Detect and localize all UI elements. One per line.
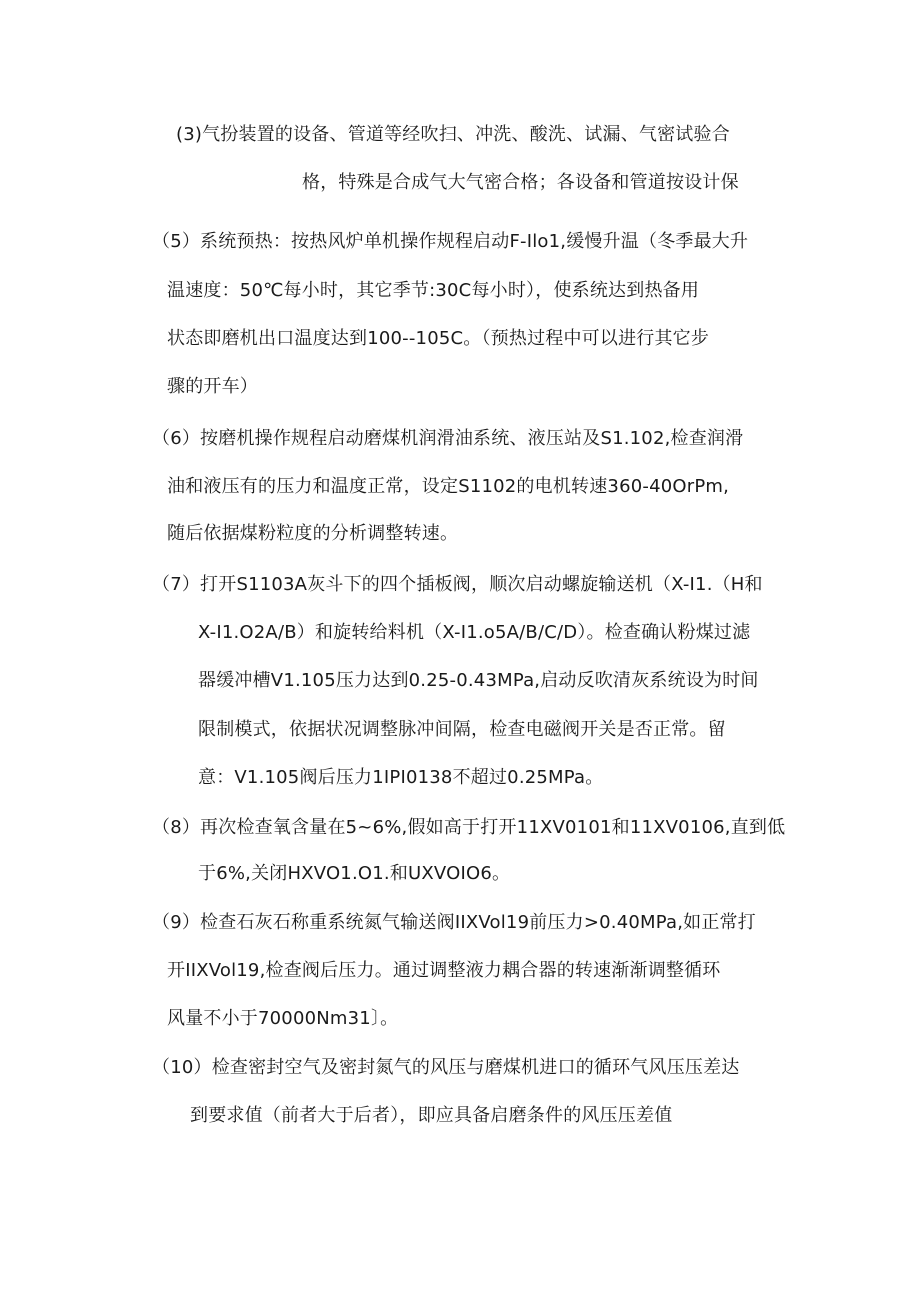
item-6-line-3: 随后依据煤粉粒度的分析调整转速。 — [167, 523, 459, 544]
item-8-line-1: （8）再次检查氧含量在5~6%,假如高于打开11XV0101和11XV0106,直到低 — [152, 817, 786, 838]
item-5-line-2: 温速度：50℃每小时，其它季节:30C每小时），使系统达到热备用 — [167, 280, 700, 301]
item-7-line-5: 意：V1.105阀后压力1IPI0138不超过0.25MPa。 — [198, 767, 604, 788]
item-6-line-2: 油和液压有的压力和温度正常，设定S1102的电机转速360-40OrPm, — [167, 476, 730, 497]
item-6-line-1: （6）按磨机操作规程启动磨煤机润滑油系统、液压站及S1.102,检查润滑 — [152, 428, 744, 449]
item-7-line-4: 限制模式，依据状况调整脉冲间隔，检查电磁阀开关是否正常。留 — [198, 719, 726, 740]
item-7-line-1: （7）打开S1103A灰斗下的四个插板阀，顺次启动螺旋输送机（X-I1.（H和 — [152, 574, 763, 595]
item-9-line-3: 风量不小于70000Nm31〕。 — [167, 1008, 399, 1029]
item-3-line-1: (3)气扮装置的设备、管道等经吹扫、冲洗、酸洗、试漏、气密试验合 — [176, 124, 730, 145]
item-5-line-3: 状态即磨机出口温度达到100--105C。（预热过程中可以进行其它步 — [167, 328, 710, 349]
item-10-line-1: （10）检查密封空气及密封氮气的风压与磨煤机进口的循环气风压压差达 — [152, 1057, 740, 1078]
item-10-line-2: 到要求值（前者大于后者），即应具备启磨条件的风压压差值 — [190, 1105, 673, 1126]
item-3-line-2: 格，特殊是合成气大气密合格；各设备和管道按设计保 — [302, 172, 739, 193]
item-7-line-2: X-I1.O2A/B）和旋转给料机（X-I1.o5A/B/C/D）。检查确认粉煤过滤 — [198, 622, 751, 643]
item-9-line-1: （9）检查石灰石称重系统氮气输送阀IIXVol19前压力>0.40MPa,如正常打 — [152, 912, 756, 933]
item-9-line-2: 开IIXVol19,检查阀后压力。通过调整液力耦合器的转速渐渐调整循环 — [167, 960, 721, 981]
item-7-line-3: 器缓冲槽V1.105压力达到0.25-0.43MPa,启动反吹清灰系统设为时间 — [198, 670, 759, 691]
item-8-line-2: 于6%,关闭HXVO1.O1.和UXVOIO6。 — [198, 863, 511, 884]
item-5-line-4: 骤的开车） — [167, 376, 258, 397]
item-5-line-1: （5）系统预热：按热风炉单机操作规程启动F-Ilo1,缓慢升温（冬季最大升 — [152, 231, 749, 252]
